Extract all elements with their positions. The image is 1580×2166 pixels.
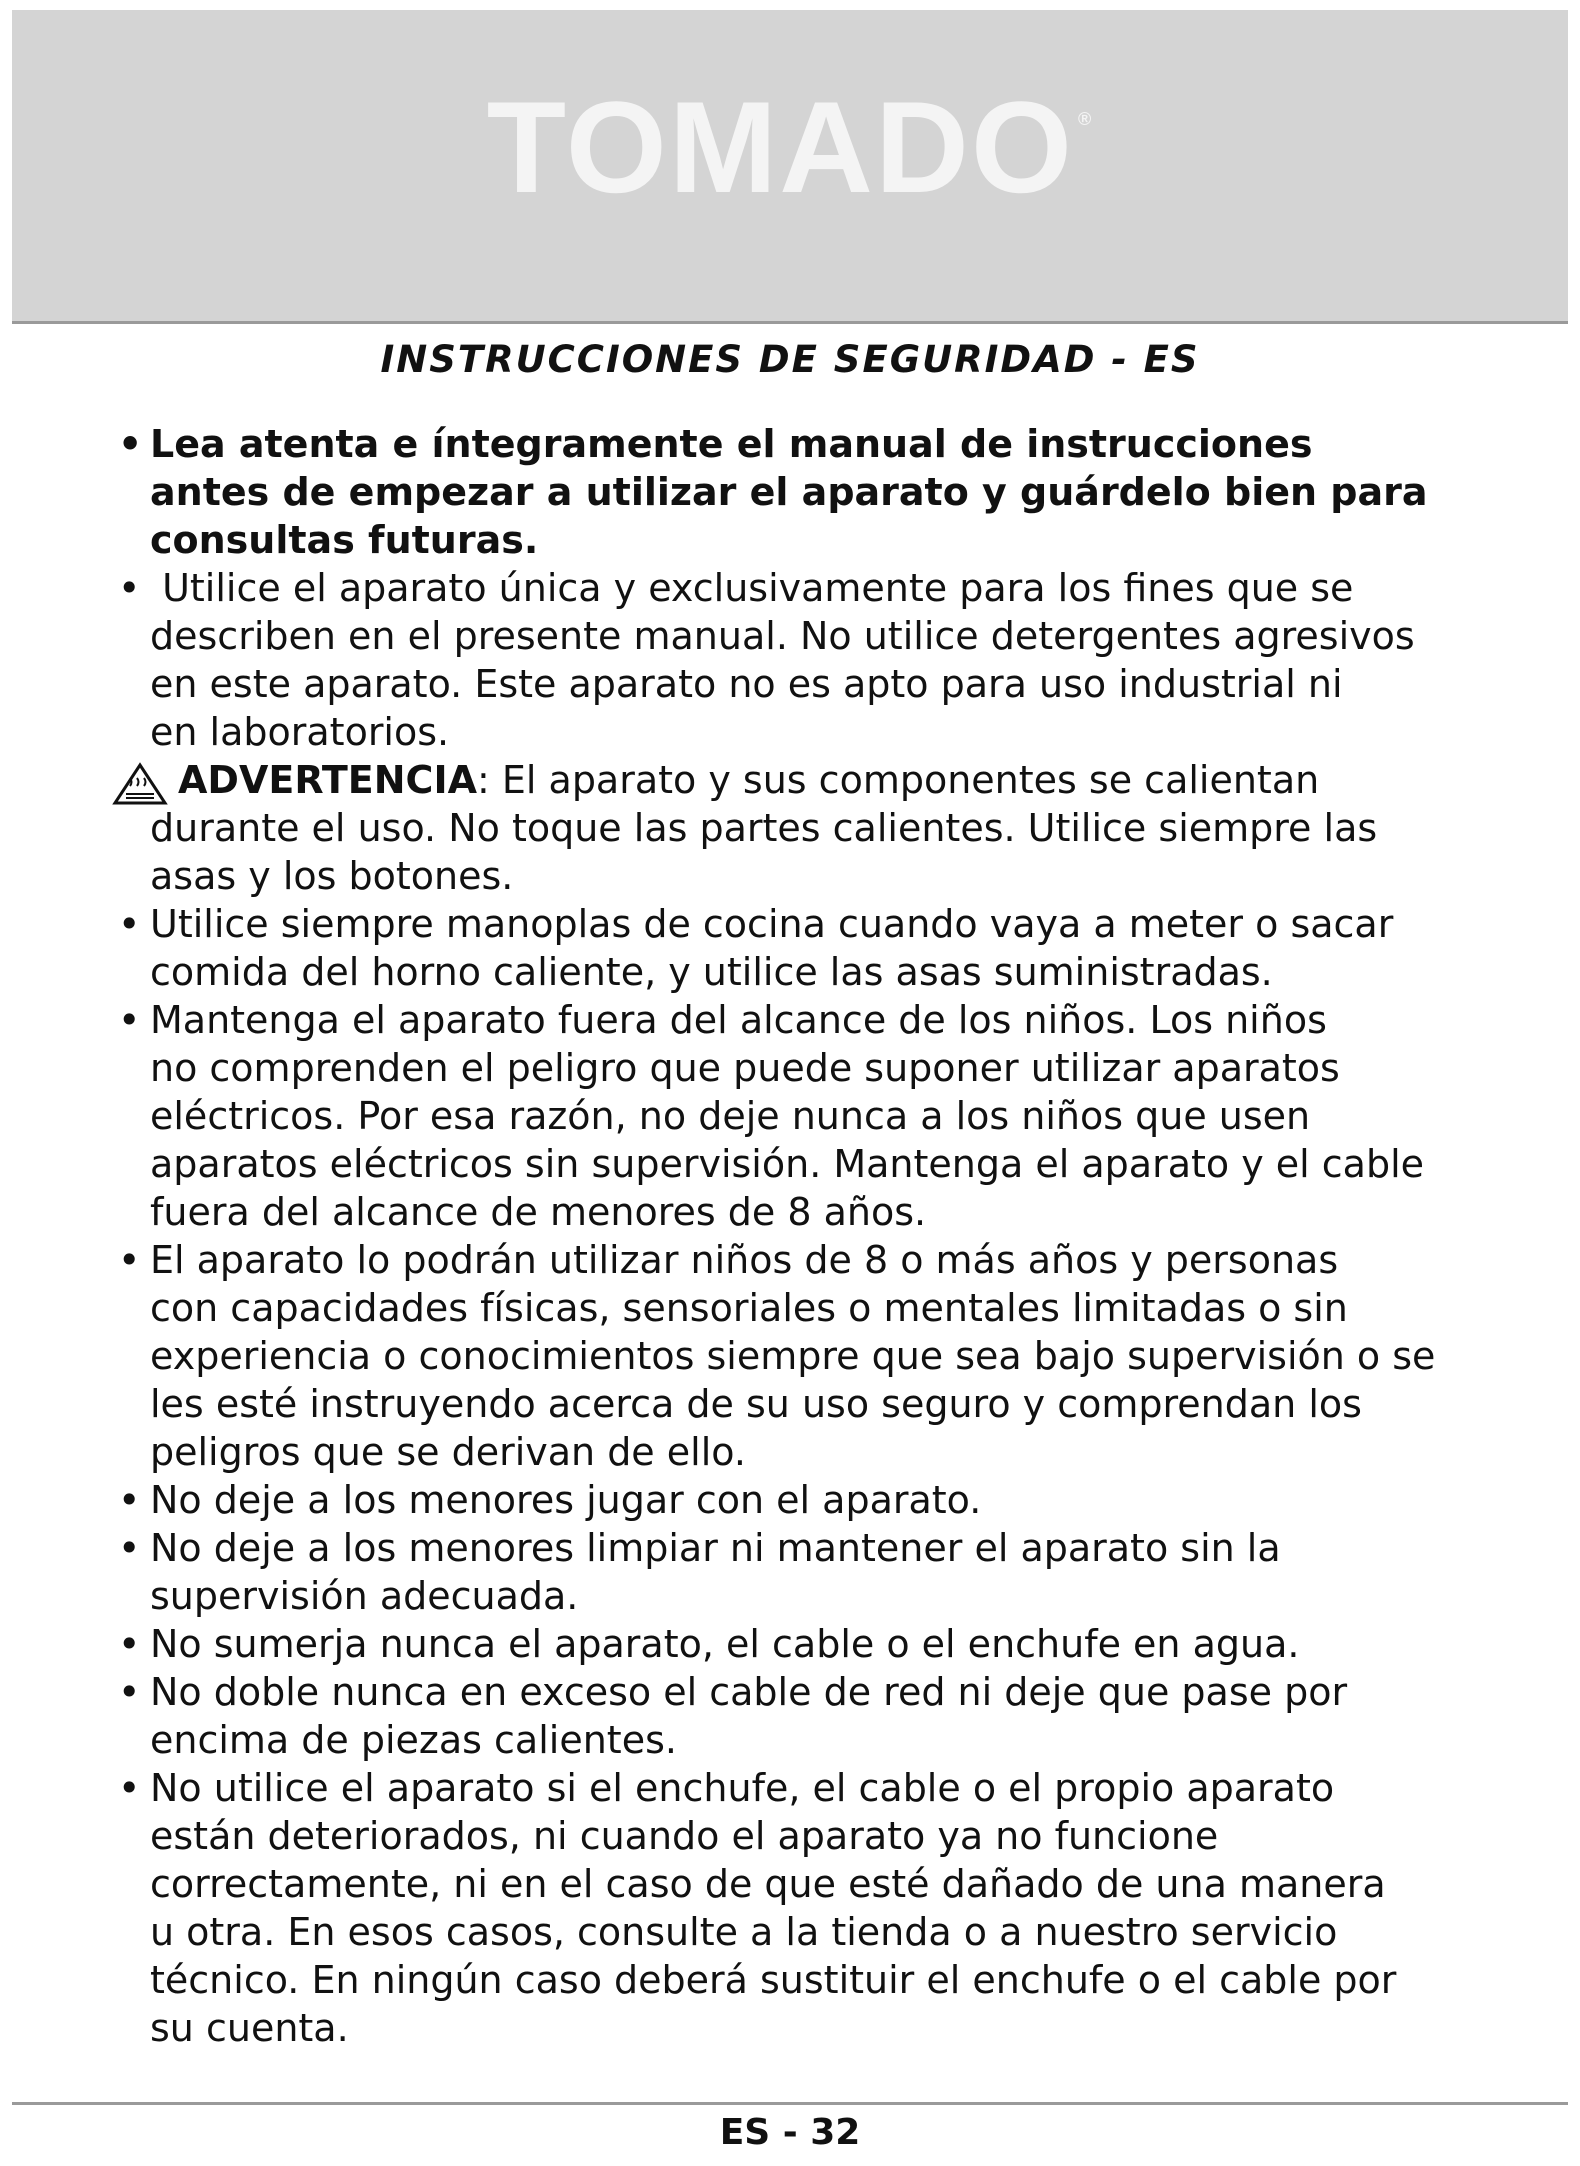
list-item bbox=[118, 1620, 1478, 1668]
line: Utilice siempre manoplas de cocina cuando vaya a meter o sacar bbox=[150, 902, 1394, 946]
warning-item bbox=[118, 756, 1478, 900]
list-item bbox=[118, 1524, 1478, 1620]
warning-line bbox=[150, 756, 1478, 804]
line: antes de empezar a utilizar el aparato y guárdelo bien para bbox=[150, 470, 1428, 514]
line: No utilice el aparato si el enchufe, el cable o el propio aparato bbox=[150, 1766, 1335, 1810]
safety-list bbox=[118, 420, 1478, 2052]
hot-surface-warning-icon bbox=[112, 762, 168, 806]
line: en este aparato. Este aparato no es apto para uso industrial ni bbox=[150, 662, 1343, 706]
line: Mantenga el aparato fuera del alcance de los niños. Los niños bbox=[150, 998, 1327, 1042]
line: Utilice el aparato única y exclusivamente para los fines que se bbox=[150, 566, 1354, 610]
line: El aparato lo podrán utilizar niños de 8 o más años y personas bbox=[150, 1238, 1339, 1282]
page-title: INSTRUCCIONES DE SEGURIDAD - ES bbox=[380, 338, 1200, 381]
bullet: • bbox=[118, 1622, 141, 1666]
line: comida del horno caliente, y utilice las asas suministradas. bbox=[150, 950, 1273, 994]
line: su cuenta. bbox=[150, 2006, 349, 2050]
line: están deteriorados, ni cuando el aparato ya no funcione bbox=[150, 1814, 1219, 1858]
line: experiencia o conocimientos siempre que sea bajo supervisión o se bbox=[150, 1334, 1436, 1378]
bullet: • bbox=[118, 422, 143, 466]
line: No deje a los menores limpiar ni mantener el aparato sin la bbox=[150, 1526, 1281, 1570]
line: durante el uso. No toque las partes calientes. Utilice siempre las bbox=[150, 806, 1378, 850]
line: consultas futuras. bbox=[150, 518, 539, 562]
warning-label: ADVERTENCIA bbox=[178, 758, 477, 802]
bullet: • bbox=[118, 1238, 141, 1282]
line: encima de piezas calientes. bbox=[150, 1718, 677, 1762]
line: técnico. En ningún caso deberá sustituir el enchufe o el cable por bbox=[150, 1958, 1397, 2002]
line: con capacidades físicas, sensoriales o mentales limitadas o sin bbox=[150, 1286, 1348, 1330]
brand-name: TOMADO bbox=[486, 74, 1075, 220]
line: en laboratorios. bbox=[150, 710, 450, 754]
bullet: • bbox=[118, 1526, 141, 1570]
bullet: • bbox=[118, 1766, 141, 1810]
line: les esté instruyendo acerca de su uso seguro y comprendan los bbox=[150, 1382, 1362, 1426]
line: describen en el presente manual. No utilice detergentes agresivos bbox=[150, 614, 1415, 658]
line: Lea atenta e íntegramente el manual de instrucciones bbox=[150, 422, 1313, 466]
header-band bbox=[12, 10, 1568, 324]
line: supervisión adecuada. bbox=[150, 1574, 579, 1618]
list-item bbox=[118, 1668, 1478, 1764]
line: no comprenden el peligro que puede suponer utilizar aparatos bbox=[150, 1046, 1340, 1090]
warning-text: : El aparato y sus componentes se calientan bbox=[477, 758, 1320, 802]
line: fuera del alcance de menores de 8 años. bbox=[150, 1190, 927, 1234]
bullet: • bbox=[118, 998, 141, 1042]
list-item bbox=[118, 900, 1478, 996]
list-item bbox=[118, 564, 1478, 756]
list-item bbox=[118, 1236, 1478, 1476]
line: u otra. En esos casos, consulte a la tienda o a nuestro servicio bbox=[150, 1910, 1338, 1954]
line: asas y los botones. bbox=[150, 854, 514, 898]
bullet: • bbox=[118, 902, 141, 946]
line: No deje a los menores jugar con el aparato. bbox=[150, 1478, 982, 1522]
bullet: • bbox=[118, 1478, 141, 1522]
list-item bbox=[118, 420, 1478, 564]
list-item bbox=[118, 1476, 1478, 1524]
line: correctamente, ni en el caso de que esté dañado de una manera bbox=[150, 1862, 1386, 1906]
page-number: ES - 32 bbox=[719, 2112, 861, 2153]
line: aparatos eléctricos sin supervisión. Mantenga el aparato y el cable bbox=[150, 1142, 1425, 1186]
bullet: • bbox=[118, 1670, 141, 1714]
list-item bbox=[118, 996, 1478, 1236]
line: No sumerja nunca el aparato, el cable o el enchufe en agua. bbox=[150, 1622, 1300, 1666]
bullet: • bbox=[118, 566, 141, 610]
list-item bbox=[118, 1764, 1478, 2052]
line: eléctricos. Por esa razón, no deje nunca a los niños que usen bbox=[150, 1094, 1311, 1138]
line: No doble nunca en exceso el cable de red ni deje que pase por bbox=[150, 1670, 1348, 1714]
registered-mark: ® bbox=[1078, 109, 1094, 129]
footer-divider bbox=[12, 2102, 1568, 2105]
line: peligros que se derivan de ello. bbox=[150, 1430, 746, 1474]
brand-logo bbox=[12, 74, 1568, 220]
